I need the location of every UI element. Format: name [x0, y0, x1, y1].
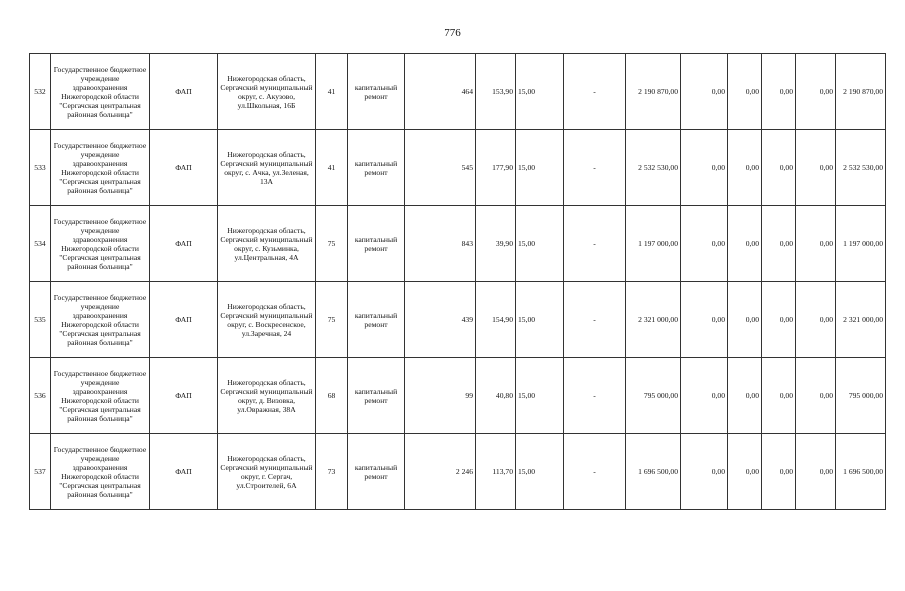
total-cell: 1 696 500,00 — [836, 434, 886, 510]
row-number: 533 — [30, 130, 51, 206]
work-type-cell: капитальный ремонт — [348, 434, 405, 510]
page-number: 776 — [444, 27, 461, 39]
work-type-cell: капитальный ремонт — [348, 54, 405, 130]
organization-cell: Государственное бюджетное учреждение здравоохранения Нижегородской области "Сергачская центральная районная больница" — [51, 130, 150, 206]
amount-cell: 0,00 — [796, 54, 836, 130]
dash-cell: - — [564, 206, 626, 282]
value-cell: 15,00 — [516, 358, 564, 434]
amount-cell: 0,00 — [681, 434, 728, 510]
value-cell: 15,00 — [516, 130, 564, 206]
amount-cell: 0,00 — [762, 54, 796, 130]
dash-cell: - — [564, 130, 626, 206]
amount-cell: 1 197 000,00 — [626, 206, 681, 282]
facility-type-cell: ФАП — [150, 358, 218, 434]
code-cell: 68 — [316, 358, 348, 434]
amount-cell: 0,00 — [681, 206, 728, 282]
area-cell: 113,70 — [476, 434, 516, 510]
amount-cell: 0,00 — [762, 130, 796, 206]
facility-type-cell: ФАП — [150, 206, 218, 282]
amount-cell: 2 190 870,00 — [626, 54, 681, 130]
table-row — [30, 54, 886, 130]
amount-cell: 2 321 000,00 — [626, 282, 681, 358]
work-type-cell: капитальный ремонт — [348, 358, 405, 434]
row-number: 537 — [30, 434, 51, 510]
value-cell: 843 — [405, 206, 476, 282]
total-cell: 795 000,00 — [836, 358, 886, 434]
code-cell: 75 — [316, 206, 348, 282]
row-number: 535 — [30, 282, 51, 358]
total-cell: 1 197 000,00 — [836, 206, 886, 282]
dash-cell: - — [564, 54, 626, 130]
dash-cell: - — [564, 282, 626, 358]
amount-cell: 0,00 — [796, 434, 836, 510]
code-cell: 41 — [316, 130, 348, 206]
address-cell: Нижегородская область, Сергачский муниципальный округ, д. Визовка, ул.Овражная, 38А — [218, 358, 316, 434]
organization-cell: Государственное бюджетное учреждение здравоохранения Нижегородской области "Сергачская центральная районная больница" — [51, 282, 150, 358]
value-cell: 15,00 — [516, 434, 564, 510]
facility-type-cell: ФАП — [150, 54, 218, 130]
area-cell: 39,90 — [476, 206, 516, 282]
amount-cell: 2 532 530,00 — [626, 130, 681, 206]
value-cell: 15,00 — [516, 54, 564, 130]
table-row — [30, 434, 886, 510]
value-cell: 464 — [405, 54, 476, 130]
table-row — [30, 206, 886, 282]
amount-cell: 0,00 — [728, 130, 762, 206]
row-number: 534 — [30, 206, 51, 282]
amount-cell: 0,00 — [762, 206, 796, 282]
address-cell: Нижегородская область, Сергачский муниципальный округ, с. Ачка, ул.Зеленая, 13А — [218, 130, 316, 206]
amount-cell: 0,00 — [762, 358, 796, 434]
total-cell: 2 532 530,00 — [836, 130, 886, 206]
amount-cell: 0,00 — [681, 358, 728, 434]
organization-cell: Государственное бюджетное учреждение здравоохранения Нижегородской области "Сергачская центральная районная больница" — [51, 434, 150, 510]
amount-cell: 0,00 — [796, 130, 836, 206]
address-cell: Нижегородская область, Сергачский муниципальный округ, с. Воскресенское, ул.Заречная, 24 — [218, 282, 316, 358]
address-cell: Нижегородская область, Сергачский муниципальный округ, г. Сергач, ул.Строителей, 6А — [218, 434, 316, 510]
amount-cell: 0,00 — [728, 358, 762, 434]
amount-cell: 0,00 — [728, 434, 762, 510]
value-cell: 439 — [405, 282, 476, 358]
address-cell: Нижегородская область, Сергачский муниципальный округ, с. Акузово, ул.Школьная, 16Б — [218, 54, 316, 130]
table-row — [30, 282, 886, 358]
work-type-cell: капитальный ремонт — [348, 130, 405, 206]
table-row — [30, 358, 886, 434]
value-cell: 15,00 — [516, 282, 564, 358]
facility-type-cell: ФАП — [150, 130, 218, 206]
facility-type-cell: ФАП — [150, 434, 218, 510]
amount-cell: 0,00 — [681, 130, 728, 206]
code-cell: 73 — [316, 434, 348, 510]
area-cell: 177,90 — [476, 130, 516, 206]
total-cell: 2 190 870,00 — [836, 54, 886, 130]
value-cell: 2 246 — [405, 434, 476, 510]
work-type-cell: капитальный ремонт — [348, 206, 405, 282]
code-cell: 75 — [316, 282, 348, 358]
organization-cell: Государственное бюджетное учреждение здравоохранения Нижегородской области "Сергачская центральная районная больница" — [51, 206, 150, 282]
organization-cell: Государственное бюджетное учреждение здравоохранения Нижегородской области "Сергачская центральная районная больница" — [51, 358, 150, 434]
area-cell: 40,80 — [476, 358, 516, 434]
registry-table — [29, 53, 886, 510]
total-cell: 2 321 000,00 — [836, 282, 886, 358]
amount-cell: 0,00 — [762, 434, 796, 510]
amount-cell: 0,00 — [762, 282, 796, 358]
facility-type-cell: ФАП — [150, 282, 218, 358]
work-type-cell: капитальный ремонт — [348, 282, 405, 358]
amount-cell: 0,00 — [681, 282, 728, 358]
amount-cell: 0,00 — [681, 54, 728, 130]
row-number: 536 — [30, 358, 51, 434]
dash-cell: - — [564, 358, 626, 434]
amount-cell: 1 696 500,00 — [626, 434, 681, 510]
area-cell: 154,90 — [476, 282, 516, 358]
value-cell: 15,00 — [516, 206, 564, 282]
amount-cell: 795 000,00 — [626, 358, 681, 434]
amount-cell: 0,00 — [728, 282, 762, 358]
address-cell: Нижегородская область, Сергачский муниципальный округ, с. Кузьминка, ул.Центральная, 4А — [218, 206, 316, 282]
organization-cell: Государственное бюджетное учреждение здравоохранения Нижегородской области "Сергачская центральная районная больница" — [51, 54, 150, 130]
area-cell: 153,90 — [476, 54, 516, 130]
dash-cell: - — [564, 434, 626, 510]
amount-cell: 0,00 — [728, 206, 762, 282]
amount-cell: 0,00 — [796, 358, 836, 434]
table-row — [30, 130, 886, 206]
row-number: 532 — [30, 54, 51, 130]
code-cell: 41 — [316, 54, 348, 130]
value-cell: 99 — [405, 358, 476, 434]
amount-cell: 0,00 — [728, 54, 762, 130]
amount-cell: 0,00 — [796, 282, 836, 358]
value-cell: 545 — [405, 130, 476, 206]
amount-cell: 0,00 — [796, 206, 836, 282]
